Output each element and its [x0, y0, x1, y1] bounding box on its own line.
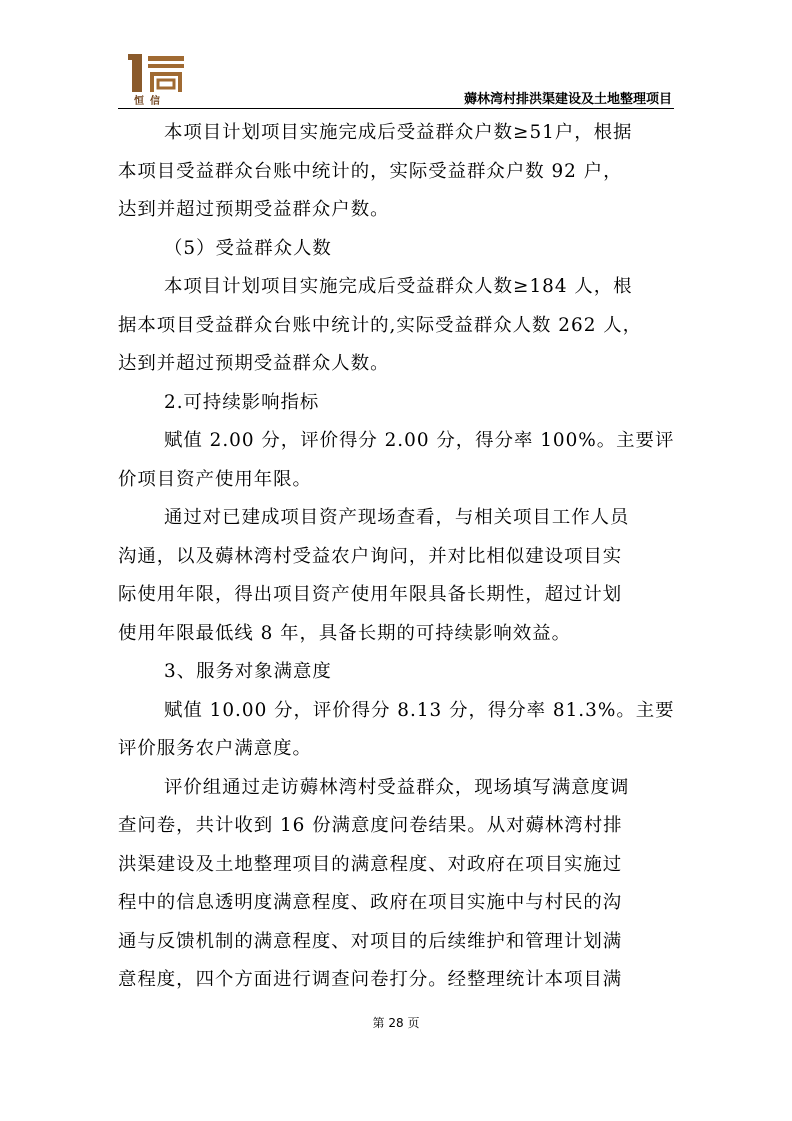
- text-line: 据本项目受益群众台账中统计的,实际受益群众人数 262 人，: [118, 314, 643, 336]
- paragraph-satisfaction-score: [118, 692, 674, 769]
- text-line: 际使用年限，得出项目资产使用年限具备长期性，超过计划: [118, 584, 623, 605]
- text-line: 评价服务农户满意度。: [118, 738, 312, 759]
- text-line: 洪渠建设及土地整理项目的满意程度、对政府在项目实施过: [118, 853, 623, 875]
- text-line: 评价组通过走访薅林湾村受益群众，现场填写满意度调: [164, 776, 630, 798]
- text-line: 达到并超过预期受益群众人数。: [118, 353, 390, 374]
- heading-beneficiary-persons: [118, 230, 674, 269]
- text-line: 达到并超过预期受益群众户数。: [118, 199, 390, 220]
- text-line: 程中的信息透明度满意程度、政府在项目实施中与村民的沟: [118, 892, 623, 913]
- paragraph-sustainability-detail: [118, 499, 674, 653]
- section-heading: 2.可持续影响指标: [164, 391, 320, 413]
- paragraph-satisfaction-detail: [118, 769, 674, 1000]
- text-line: 赋值 10.00 分，评价得分 8.13 分，得分率 81.3%。主要: [164, 699, 674, 721]
- text-line: 通过对已建成项目资产现场查看，与相关项目工作人员: [164, 507, 630, 528]
- section-heading: （5）受益群众人数: [164, 237, 332, 259]
- header-divider: [118, 108, 674, 109]
- logo-caption: 恒信: [134, 96, 166, 107]
- text-line: 本项目计划项目实施完成后受益群众人数≥184 人，根: [164, 276, 633, 297]
- paragraph-beneficiary-persons: [118, 268, 674, 384]
- logo-mark-icon: [124, 50, 190, 94]
- text-line: 通与反馈机制的满意程度、对项目的后续维护和管理计划满: [118, 930, 623, 952]
- text-line: 赋值 2.00 分，评价得分 2.00 分，得分率 100%。主要评: [164, 430, 674, 451]
- text-line: 查问卷，共计收到 16 份满意度问卷结果。从对薅林湾村排: [118, 815, 623, 836]
- text-line: 本项目计划项目实施完成后受益群众户数≥51户，根据: [164, 122, 633, 143]
- text-line: 沟通，以及薅林湾村受益农户询问，并对比相似建设项目实: [118, 545, 623, 567]
- paragraph-sustainability-score: [118, 422, 674, 499]
- paragraph-beneficiary-households: [118, 114, 674, 230]
- page-number: 第 28 页: [372, 1016, 420, 1030]
- section-heading: 3、服务对象满意度: [164, 661, 332, 682]
- text-line: 价项目资产使用年限。: [118, 468, 312, 490]
- heading-satisfaction: [118, 653, 674, 692]
- heading-sustainability: [118, 384, 674, 423]
- text-line: 意程度，四个方面进行调查问卷打分。经整理统计本项目满: [118, 969, 623, 990]
- text-line: 使用年限最低线 8 年，具备长期的可持续影响效益。: [118, 622, 571, 644]
- header-title: 薅林湾村排洪渠建设及土地整理项目: [463, 92, 672, 107]
- text-line: 本项目受益群众台账中统计的，实际受益群众户数 92 户，: [118, 160, 623, 182]
- document-body: [118, 114, 674, 1000]
